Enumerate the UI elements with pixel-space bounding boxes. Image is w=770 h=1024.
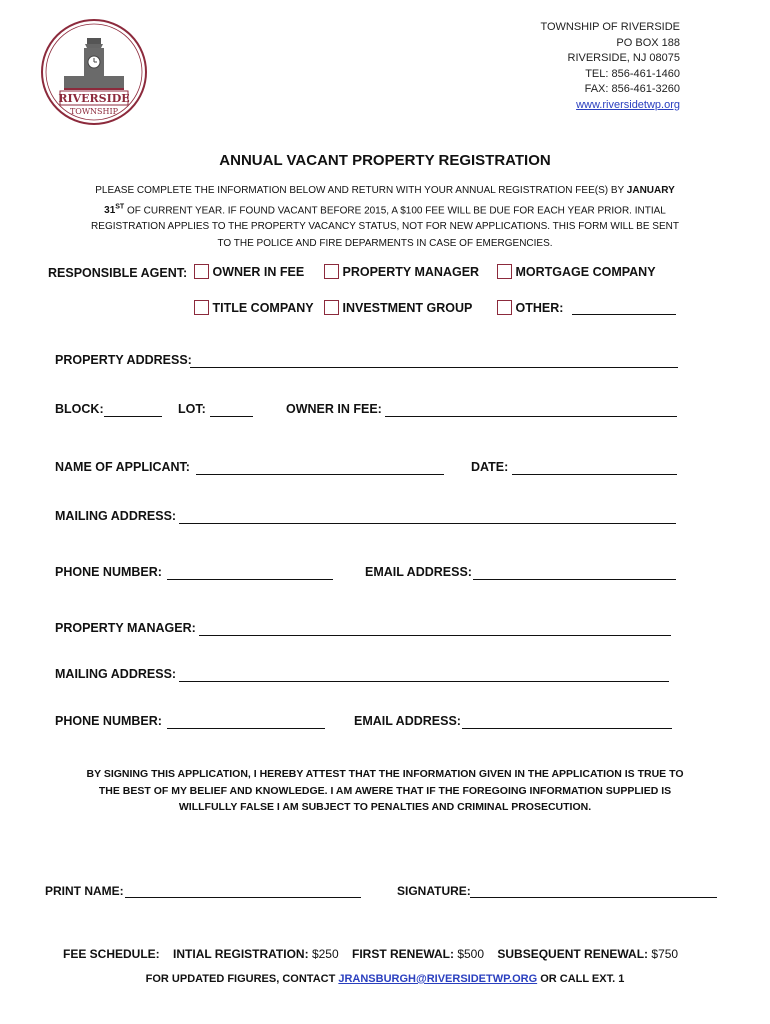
township-address bbox=[540, 20, 680, 113]
lot-label: LOT: bbox=[178, 402, 206, 416]
initial-registration-value: $250 bbox=[311, 947, 339, 961]
mailing-address-label: MAILING ADDRESS: bbox=[55, 509, 177, 523]
logo-name: RIVERSIDE bbox=[58, 92, 130, 105]
address-line-1: TOWNSHIP OF RIVERSIDE bbox=[540, 21, 680, 33]
owner-in-fee-field[interactable] bbox=[385, 403, 677, 417]
contact-line: FOR UPDATED FIGURES, CONTACT JRANSBURGH@RIVERSIDETWP.ORG OR CALL EXT. 1 bbox=[145, 973, 625, 985]
checkbox-title-company[interactable]: TITLE COMPANY bbox=[194, 300, 314, 315]
subsequent-renewal-value: $750 bbox=[651, 947, 679, 961]
fee-schedule bbox=[63, 947, 678, 961]
responsible-agent-label: RESPONSIBLE AGENT: bbox=[48, 266, 188, 280]
manager-mailing-address-label: MAILING ADDRESS: bbox=[55, 667, 177, 681]
checkbox-property-manager[interactable]: PROPERTY MANAGER bbox=[324, 264, 479, 279]
website-link[interactable]: www.riversidetwp.org bbox=[576, 98, 680, 111]
block-field[interactable] bbox=[104, 403, 162, 417]
email-address-label: EMAIL ADDRESS: bbox=[365, 565, 472, 579]
property-manager-field[interactable] bbox=[199, 622, 671, 636]
manager-phone-number-label: PHONE NUMBER: bbox=[55, 714, 162, 728]
contact-email-link[interactable]: JRANSBURGH@RIVERSIDETWP.ORG bbox=[338, 973, 538, 985]
address-line-3: RIVERSIDE, NJ 08075 bbox=[567, 52, 680, 64]
signature-label: SIGNATURE: bbox=[397, 884, 471, 898]
applicant-label: NAME OF APPLICANT: bbox=[55, 460, 190, 474]
fee-schedule-label: FEE SCHEDULE: bbox=[63, 947, 160, 961]
initial-registration-label: INTIAL REGISTRATION: bbox=[173, 947, 309, 961]
manager-email-address-field[interactable] bbox=[462, 715, 672, 729]
manager-email-address-label: EMAIL ADDRESS: bbox=[354, 714, 461, 728]
owner-in-fee-label: OWNER IN FEE: bbox=[286, 402, 382, 416]
property-address-label: PROPERTY ADDRESS: bbox=[55, 353, 192, 367]
address-fax: FAX: 856-461-3260 bbox=[584, 83, 680, 95]
checkbox-mortgage-company[interactable]: MORTGAGE COMPANY bbox=[497, 264, 656, 279]
print-name-field[interactable] bbox=[125, 884, 361, 898]
phone-number-field[interactable] bbox=[167, 566, 333, 580]
attestation-text: BY SIGNING THIS APPLICATION, I HEREBY ATTEST THAT THE INFORMATION GIVEN IN THE APPLICATION IS TRUE TO THE BEST OF MY BELIEF AND KNOWLEDGE. I AM AWERE THAT IF THE FOREGOING INFORMATION SUPPLIED IS WILLFULLY FALSE I AM SUBJECT TO PENALTIES AND CRIMINAL PROSECUTION. bbox=[86, 768, 684, 813]
property-manager-label: PROPERTY MANAGER: bbox=[55, 621, 196, 635]
manager-phone-number-field[interactable] bbox=[167, 715, 325, 729]
date-field[interactable] bbox=[512, 461, 677, 475]
print-name-label: PRINT NAME: bbox=[45, 884, 124, 898]
lot-field[interactable] bbox=[210, 403, 253, 417]
address-line-2: PO BOX 188 bbox=[616, 36, 680, 49]
intro-paragraph: PLEASE COMPLETE THE INFORMATION BELOW AND RETURN WITH YOUR ANNUAL REGISTRATION FEE(S) BY JANUARY 31ST OF CURRENT YEAR. IF FOUND VACANT BEFORE 2015, A $100 FEE WILL BE DUE FOR EACH YEAR PRIOR. INTIAL REGISTRATION APPLIES TO THE PROPERTY VACANCY STATUS, NOT FOR NEW APPLICATIONS. THIS FORM WILL BE SENT TO THE POLICE AND FIRE DEPARMENTS IN CASE OF EMERGENCIES. bbox=[91, 185, 679, 249]
subsequent-renewal-label: SUBSEQUENT RENEWAL: bbox=[497, 947, 649, 961]
mailing-address-field[interactable] bbox=[179, 510, 676, 524]
manager-mailing-address-field[interactable] bbox=[179, 668, 669, 682]
address-tel: TEL: 856-461-1460 bbox=[585, 67, 680, 80]
logo-subname: TOWNSHIP bbox=[69, 107, 119, 116]
other-input-line[interactable] bbox=[572, 301, 676, 315]
first-renewal-label: FIRST RENEWAL: bbox=[351, 947, 454, 961]
checkbox-investment-group[interactable]: INVESTMENT GROUP bbox=[324, 300, 472, 315]
date-label: DATE: bbox=[471, 460, 509, 474]
email-address-field[interactable] bbox=[473, 566, 676, 580]
page-title: ANNUAL VACANT PROPERTY REGISTRATION bbox=[219, 152, 551, 169]
first-renewal-value: $500 bbox=[457, 947, 485, 961]
applicant-field[interactable] bbox=[196, 461, 444, 475]
checkbox-owner-in-fee[interactable]: OWNER IN FEE bbox=[194, 264, 304, 279]
riverside-township-logo bbox=[40, 18, 148, 126]
property-address-field[interactable] bbox=[190, 354, 678, 368]
checkbox-other[interactable]: OTHER: bbox=[497, 300, 563, 315]
block-label: BLOCK: bbox=[55, 402, 104, 416]
phone-number-label: PHONE NUMBER: bbox=[55, 565, 162, 579]
signature-field[interactable] bbox=[470, 884, 717, 898]
